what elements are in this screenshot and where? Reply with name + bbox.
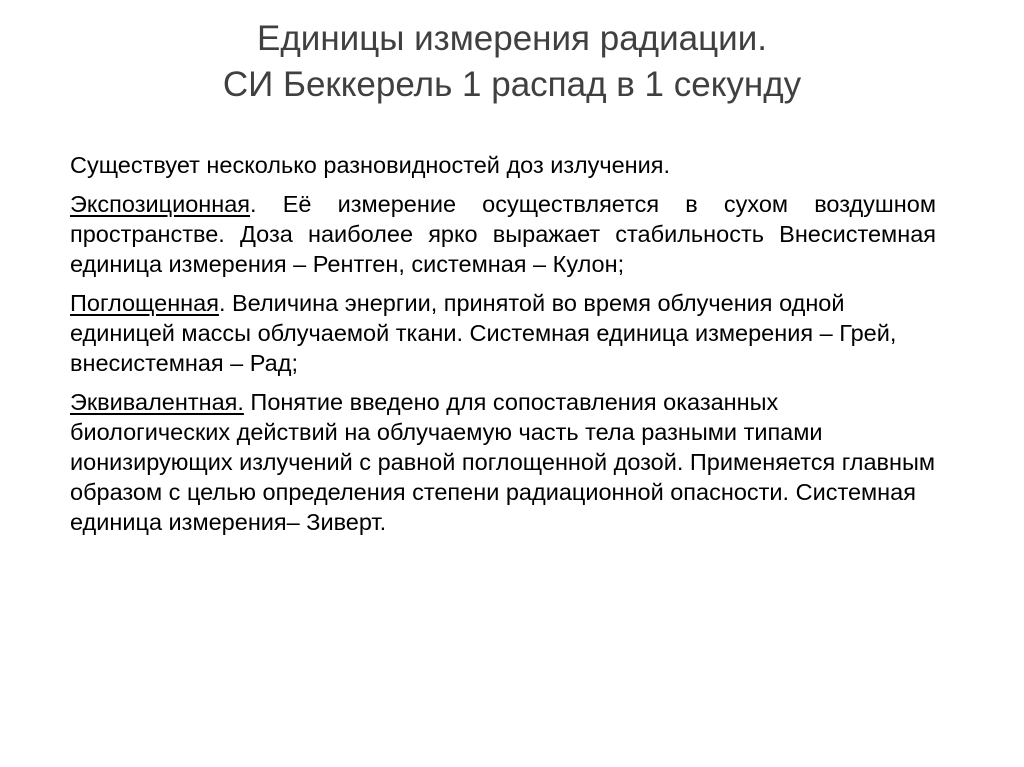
- exposure-dose-text: . Её измерение осуществляется в сухом воздушном пространстве. Доза наиболее ярко выражает стабильность Внесистемная единица измерения – Рентген, системная – Кулон;: [70, 191, 936, 277]
- slide-title-line-2: СИ Беккерель 1 распад в 1 секунду: [222, 65, 802, 104]
- equivalent-dose-text: Понятие введено для сопоставления оказанных биологических действий на облучаемую часть тела разными типами ионизирующих излучений с равной поглощенной дозой. Применяется главным образом с целью определения степени радиационной опасности. Системная единица измерения– Зиверт.: [70, 389, 936, 535]
- absorbed-dose-term: Поглощенная: [70, 290, 219, 316]
- equivalent-dose-paragraph: [70, 387, 936, 537]
- slide-body: [70, 150, 936, 546]
- slide-title-line-1: Единицы измерения радиации.: [257, 19, 767, 58]
- exposure-dose-paragraph: [70, 189, 936, 279]
- equivalent-dose-term: Эквивалентная.: [70, 389, 244, 415]
- slide-title: [40, 16, 984, 108]
- absorbed-dose-paragraph: [70, 288, 936, 378]
- intro-paragraph: Существует несколько разновидностей доз излучения.: [70, 152, 671, 178]
- absorbed-dose-text: . Величина энергии, принятой во время облучения одной единицей массы облучаемой ткани. Системная единица измерения – Грей, внесистемная – Рад;: [70, 290, 897, 376]
- exposure-dose-term: Экспозиционная: [70, 191, 251, 217]
